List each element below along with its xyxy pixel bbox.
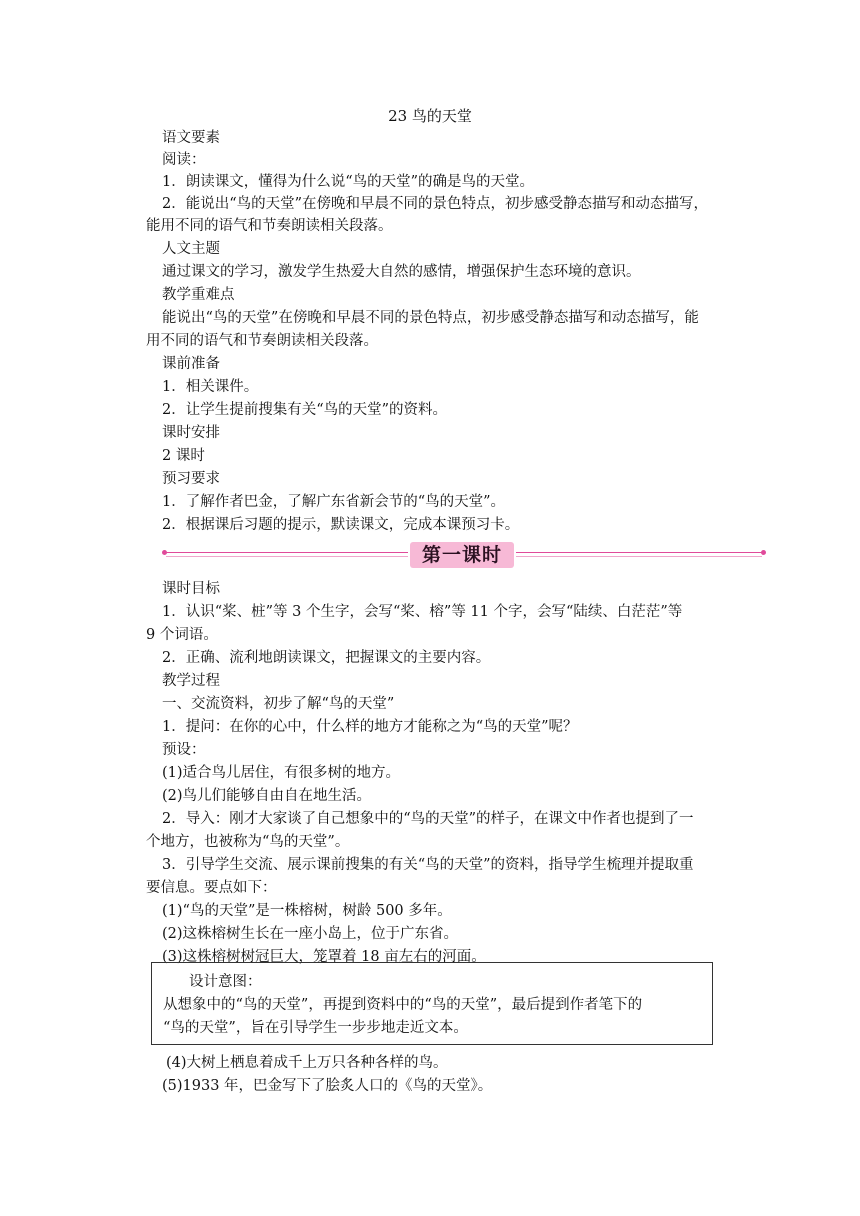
text-line: 1．相关课件。 <box>162 379 259 395</box>
heading-language-elements: 语文要素 <box>162 130 220 146</box>
design-intent-line: “鸟的天堂”，旨在引导学生一步步地走近文本。 <box>163 1020 468 1036</box>
text-line: 2 课时 <box>162 448 205 464</box>
text-line: 阅读： <box>162 152 206 168</box>
banner-dot-left <box>162 550 167 555</box>
text-line: 2．根据课后习题的提示，默读课文，完成本课预习卡。 <box>162 517 520 533</box>
text-line: 个地方，也被称为“鸟的天堂”。 <box>146 834 350 850</box>
section-heading: 一、交流资料，初步了解“鸟的天堂” <box>162 696 395 712</box>
banner-label: 第一课时 <box>410 542 514 568</box>
list-item: (2)这株榕树生长在一座小岛上，位于广东省。 <box>162 926 459 942</box>
text-line: 2．正确、流利地朗读课文，把握课文的主要内容。 <box>162 650 491 666</box>
text-line: 能说出“鸟的天堂”在傍晚和早晨不同的景色特点，初步感受静态描写和动态描写，能 <box>162 310 699 326</box>
design-intent-heading: 设计意图： <box>189 974 262 990</box>
text-line: 3．引导学生交流、展示课前搜集的有关“鸟的天堂”的资料，指导学生梳理并提取重 <box>162 857 694 873</box>
text-line: 能用不同的语气和节奏朗读相关段落。 <box>146 218 393 234</box>
text-line: 1．朗读课文，懂得为什么说“鸟的天堂”的确是鸟的天堂。 <box>162 174 535 190</box>
lesson-title: 23 鸟的天堂 <box>388 107 472 125</box>
list-item: (1)“鸟的天堂”是一株榕树，树龄 500 多年。 <box>162 903 452 919</box>
banner-rule-right <box>516 552 762 553</box>
heading-preparation: 课前准备 <box>162 356 220 372</box>
list-item: (3)这株榕树树冠巨大，笼罩着 18 亩左右的河面。 <box>162 949 486 965</box>
text-line: 1．认识“桨、桩”等 3 个生字，会写“桨、榕”等 11 个字，会写“陆续、白茫茫”等 <box>162 604 683 620</box>
text-line: 通过课文的学习，激发学生热爱大自然的感情，增强保护生态环境的意识。 <box>162 264 641 280</box>
heading-key-points: 教学重难点 <box>162 287 235 303</box>
heading-objectives: 课时目标 <box>162 581 220 597</box>
text-line: 用不同的语气和节奏朗读相关段落。 <box>146 333 378 349</box>
banner-rule-left-thin <box>166 556 408 557</box>
text-line: 9 个词语。 <box>146 627 218 643</box>
text-line: 预设： <box>162 742 206 758</box>
list-item: (5)1933 年，巴金写下了脍炙人口的《鸟的天堂》。 <box>162 1078 493 1094</box>
list-item: (1)适合鸟儿居住，有很多树的地方。 <box>162 765 401 781</box>
text-line: 2．导入：刚才大家谈了自己想象中的“鸟的天堂”的样子，在课文中作者也提到了一 <box>162 811 694 827</box>
lesson-banner <box>162 540 766 570</box>
list-item: (2)鸟儿们能够自由自在地生活。 <box>162 788 372 804</box>
banner-rule-right-thin <box>516 556 762 557</box>
design-intent-box <box>151 962 713 1045</box>
heading-preview: 预习要求 <box>162 471 220 487</box>
text-line: 1．提问：在你的心中，什么样的地方才能称之为“鸟的天堂”呢？ <box>162 719 578 735</box>
text-line: 1．了解作者巴金，了解广东省新会节的“鸟的天堂”。 <box>162 494 506 510</box>
heading-theme: 人文主题 <box>162 241 220 257</box>
list-item: (4)大树上栖息着成千上万只各种各样的鸟。 <box>166 1055 448 1071</box>
heading-process: 教学过程 <box>162 673 220 689</box>
banner-dot-right <box>761 550 766 555</box>
text-line: 2．让学生提前搜集有关“鸟的天堂”的资料。 <box>162 402 448 418</box>
heading-schedule: 课时安排 <box>162 425 220 441</box>
text-line: 2．能说出“鸟的天堂”在傍晚和早晨不同的景色特点，初步感受静态描写和动态描写， <box>162 196 709 212</box>
banner-rule-left <box>166 552 408 553</box>
text-line: 要信息。要点如下： <box>146 880 277 896</box>
design-intent-line: 从想象中的“鸟的天堂”，再提到资料中的“鸟的天堂”，最后提到作者笔下的 <box>163 997 643 1013</box>
